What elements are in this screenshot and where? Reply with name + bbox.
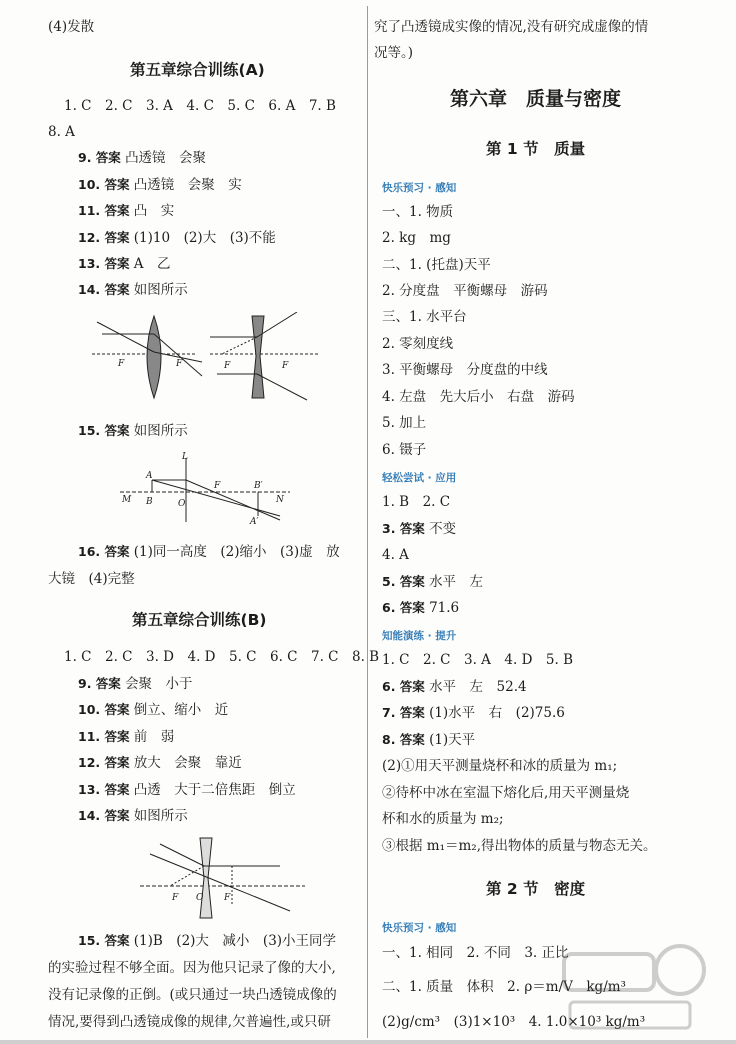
- answer-line: 6. 镊子: [382, 442, 427, 458]
- answer-line: (2)g/cm³ (3)1×10³ 4. 1.0×10³ kg/m³: [382, 1014, 646, 1030]
- answer-line: 14. 答案 如图所示: [78, 808, 188, 824]
- answer-line: 14. 答案 如图所示: [78, 282, 188, 298]
- answer-line: (2)①用天平测量烧杯和冰的质量为 m₁;: [382, 758, 618, 774]
- answer-line: 的实验过程不够全面。因为他只记录了像的大小,: [48, 960, 336, 976]
- answer-line: 一、1. 相同 2. 不同 3. 正比: [382, 945, 569, 961]
- focus-label: F: [224, 893, 231, 903]
- point-label: A: [146, 471, 153, 481]
- answer-line: 2. kg mg: [382, 230, 451, 246]
- answer-line: 13. 答案 凸透 大于二倍焦距 倒立: [78, 782, 296, 798]
- point-label: A′: [250, 517, 259, 527]
- point-label: O: [178, 499, 186, 509]
- focus-label: F: [214, 481, 221, 491]
- mc-answers: 1. C 2. C 3. A 4. D 5. B: [382, 652, 574, 668]
- lens-label: L: [182, 452, 188, 462]
- watermark-logo: [560, 940, 710, 1040]
- subsection-tag: 快乐预习 · 感知: [382, 182, 457, 194]
- answer-line: 12. 答案 放大 会聚 靠近: [78, 755, 242, 771]
- answer-line: 二、1. 质量 体积 2. ρ＝m/V kg/m³: [382, 979, 626, 995]
- subsection-tag: 轻松尝试 · 应用: [382, 472, 457, 484]
- axis-label: N: [276, 495, 284, 505]
- mc-answers: 1. B 2. C: [382, 494, 451, 510]
- right-column: [370, 0, 736, 1044]
- focus-label: F: [176, 359, 183, 369]
- section-title: 第五章综合训练(A): [130, 61, 265, 79]
- answer-line: 10. 答案 凸透镜 会聚 实: [78, 177, 242, 193]
- answer-line: 13. 答案 A 乙: [78, 256, 171, 272]
- section-title: 第 2 节 密度: [486, 880, 586, 898]
- mc-answers: 8. A: [48, 124, 75, 140]
- answer-line: 3. 平衡螺母 分度盘的中线: [382, 362, 548, 378]
- section-title: 第 1 节 质量: [486, 140, 586, 158]
- concave-lens-diagram: [140, 836, 310, 920]
- subsection-tag: 知能演练 · 提升: [382, 630, 457, 642]
- answer-line: 6. 答案 水平 左 52.4: [382, 679, 527, 695]
- answer-line: 16. 答案 (1)同一高度 (2)缩小 (3)虚 放: [78, 544, 340, 560]
- answer-line: 杯和水的质量为 m₂;: [382, 811, 504, 827]
- answer-line: 11. 答案 凸 实: [78, 203, 175, 219]
- answer-line: 12. 答案 (1)10 (2)大 (3)不能: [78, 230, 276, 246]
- mc-answers: 1. C 2. C 3. A 4. C 5. C 6. A 7. B: [64, 98, 336, 114]
- answer-line: ②待杯中冰在室温下熔化后,用天平测量烧: [382, 785, 630, 801]
- answer-line: 9. 答案 会聚 小于: [78, 676, 193, 692]
- chapter-title: 第六章 质量与密度: [450, 88, 622, 110]
- section-title: 第五章综合训练(B): [132, 611, 267, 629]
- answer-line: 10. 答案 倒立、缩小 近: [78, 702, 229, 718]
- answer-line: 究了凸透镜成实像的情况,没有研究成虚像的情: [374, 19, 649, 35]
- answer-line: 大镜 (4)完整: [48, 571, 135, 587]
- answer-line: 15. 答案 如图所示: [78, 423, 188, 439]
- lens-ray-diagram: [92, 312, 322, 410]
- answer-line: 5. 答案 水平 左: [382, 574, 484, 590]
- focus-label: F: [118, 359, 125, 369]
- mc-answers: 1. C 2. C 3. D 4. D 5. C 6. C 7. C 8. B: [64, 649, 380, 665]
- answer-line: 5. 加上: [382, 415, 427, 431]
- image-formation-diagram: [120, 450, 295, 532]
- axis-label: M: [122, 495, 132, 505]
- point-label: B′: [254, 481, 263, 491]
- answer-line: 8. 答案 (1)天平: [382, 732, 476, 748]
- answer-line: 没有记录像的正倒。(或只通过一块凸透镜成像的: [48, 987, 337, 1003]
- focus-label: F: [224, 361, 231, 371]
- answer-line: 一、1. 物质: [382, 204, 454, 220]
- focus-label: F: [172, 893, 179, 903]
- answer-line: 6. 答案 71.6: [382, 600, 460, 616]
- answer-line: (4)发散: [48, 19, 95, 35]
- answer-line: 11. 答案 前 弱: [78, 729, 175, 745]
- answer-line: 7. 答案 (1)水平 右 (2)75.6: [382, 705, 565, 721]
- answer-line: 4. A: [382, 547, 409, 563]
- answer-line: 三、1. 水平台: [382, 309, 467, 325]
- answer-line: 二、1. (托盘)天平: [382, 257, 491, 273]
- point-label: O: [196, 893, 204, 903]
- answer-line: 4. 左盘 先大后小 右盘 游码: [382, 389, 575, 405]
- answer-line: 2. 分度盘 平衡螺母 游码: [382, 283, 548, 299]
- answer-line: 9. 答案 凸透镜 会聚: [78, 150, 207, 166]
- page-bottom-edge: [0, 1040, 736, 1044]
- point-label: B: [146, 497, 153, 507]
- answer-line: 15. 答案 (1)B (2)大 减小 (3)小王同学: [78, 933, 337, 949]
- answer-line: 况等。): [374, 45, 414, 61]
- focus-label: F: [282, 361, 289, 371]
- answer-line: 2. 零刻度线: [382, 336, 454, 352]
- answer-line: 情况,要得到凸透镜成像的规律,欠普遍性,或只研: [48, 1014, 331, 1030]
- subsection-tag: 快乐预习 · 感知: [382, 922, 457, 934]
- answer-line: ③根据 m₁＝m₂,得出物体的质量与物态无关。: [382, 838, 657, 854]
- answer-line: 3. 答案 不变: [382, 521, 457, 537]
